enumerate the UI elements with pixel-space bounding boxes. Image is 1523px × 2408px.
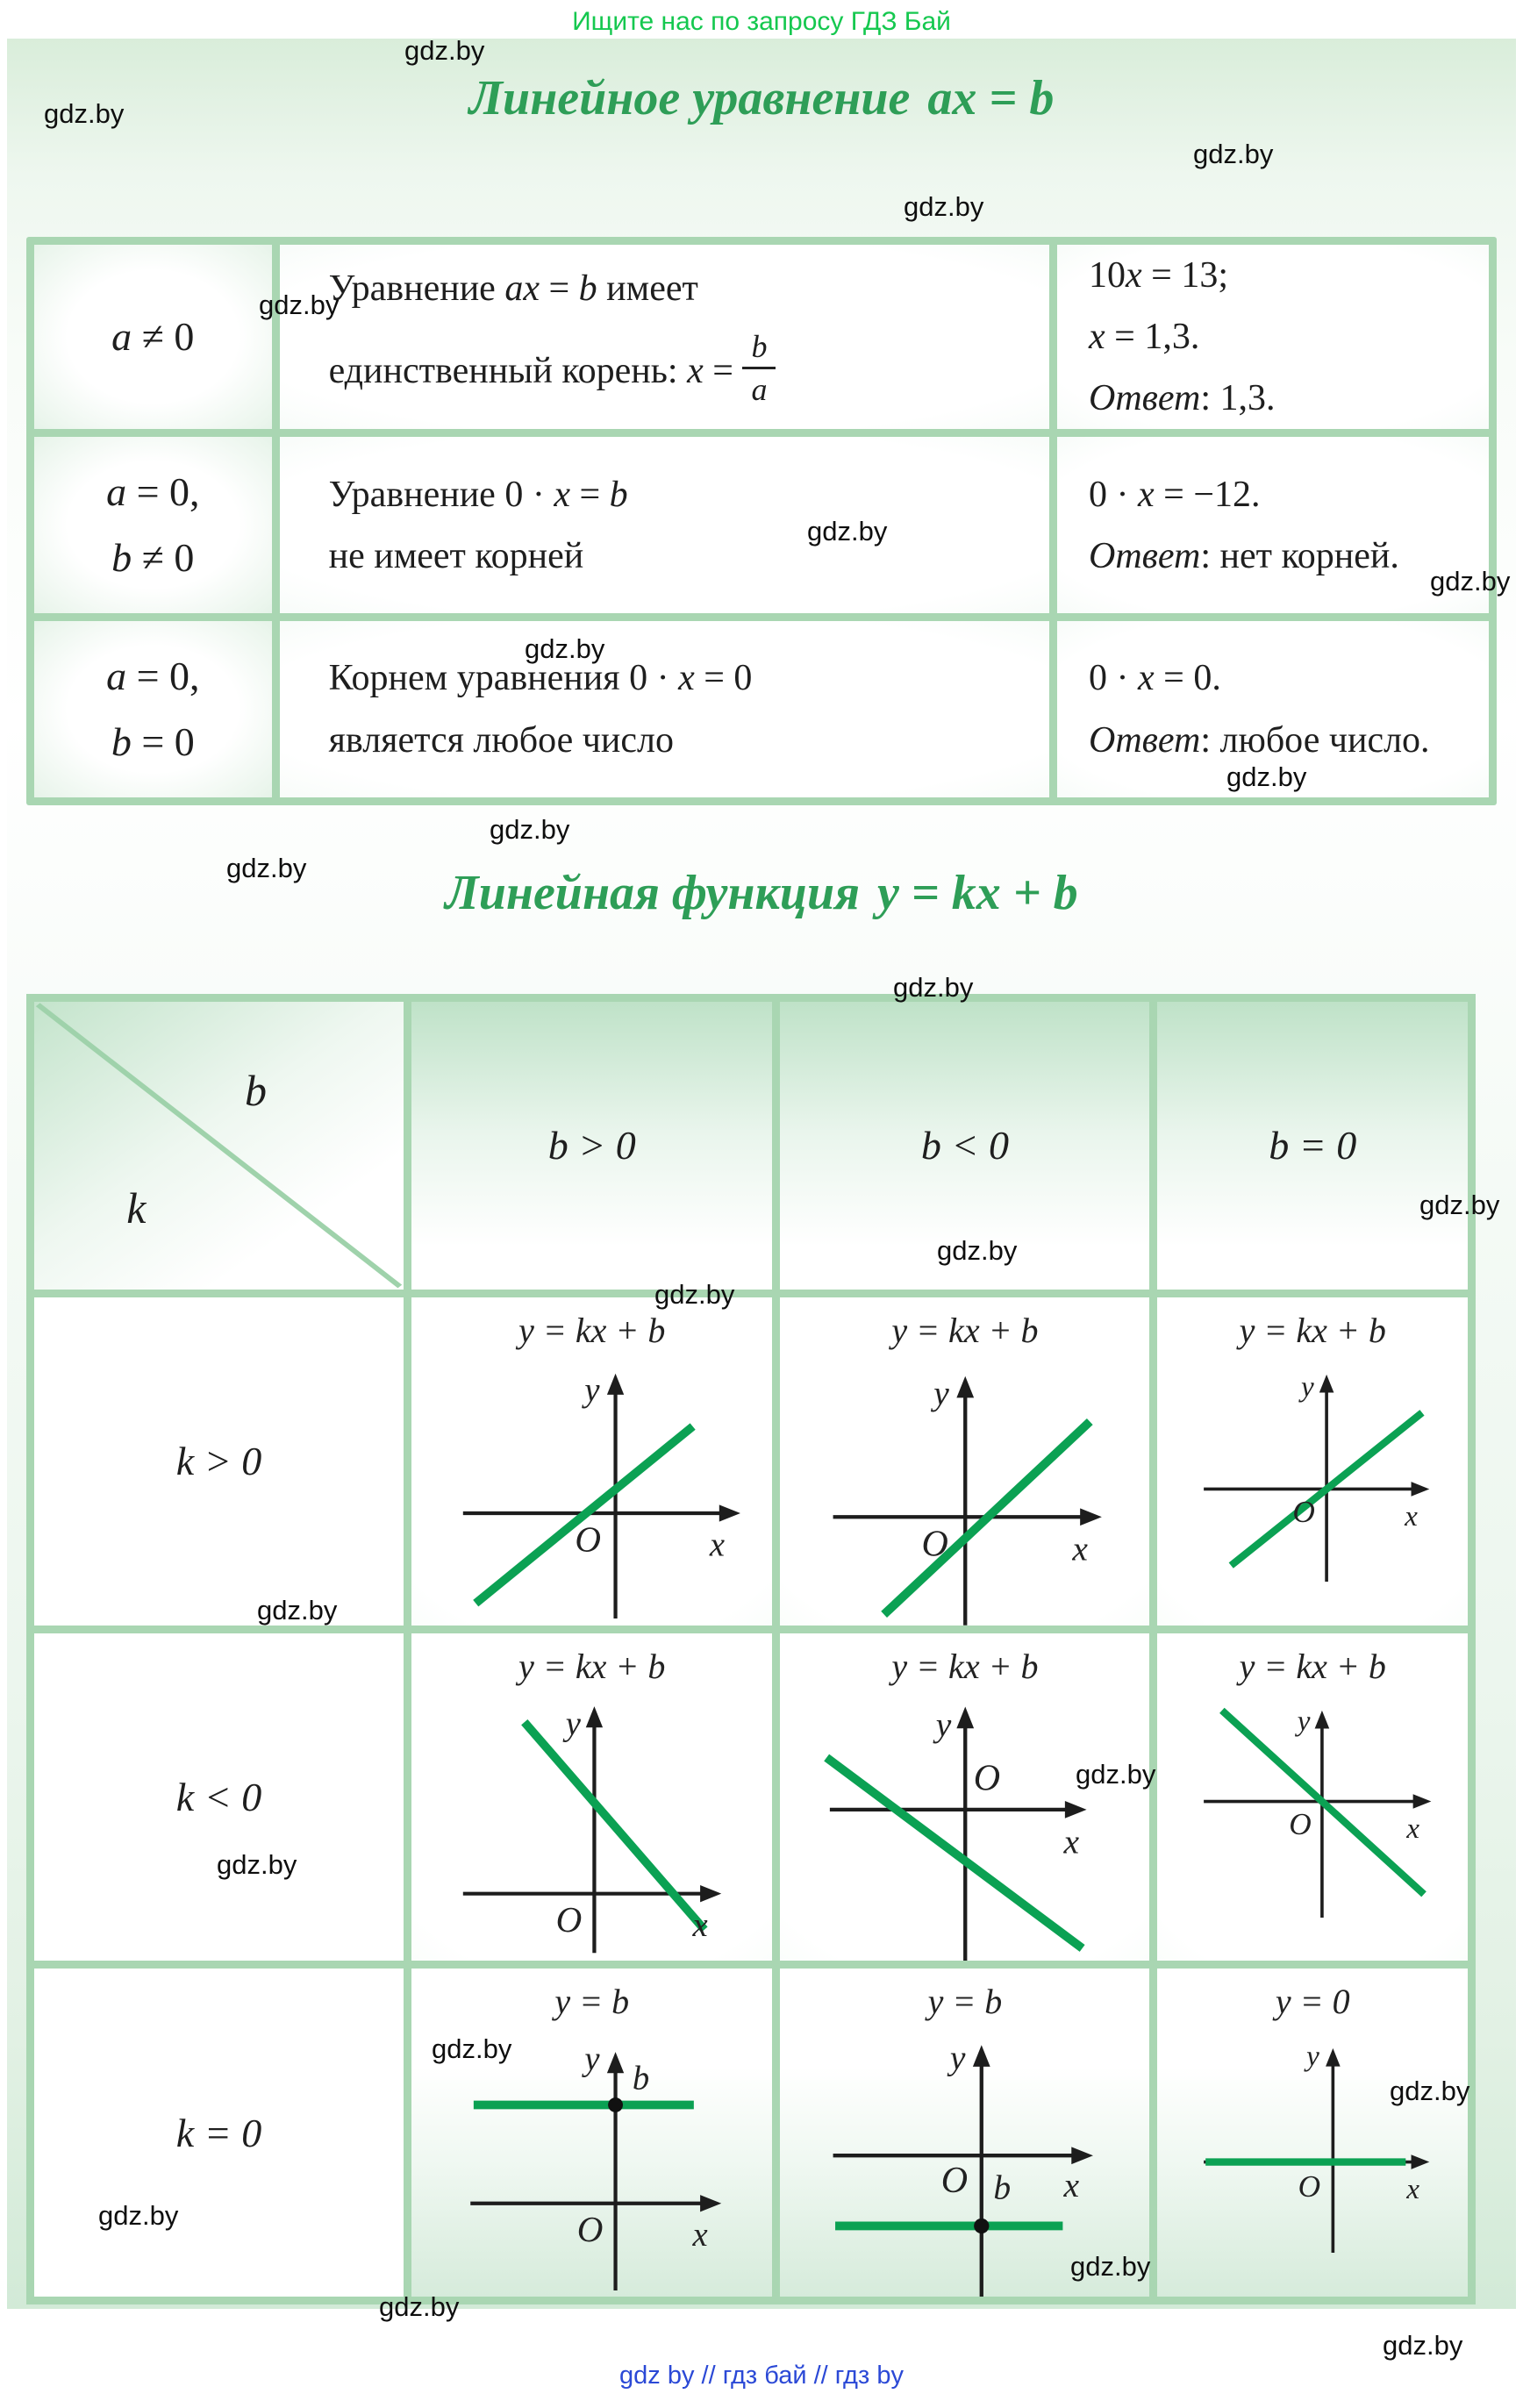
diagonal-line (38, 1004, 400, 1286)
x-axis-arrow (700, 2195, 721, 2212)
math-text: : 1,3. (1200, 378, 1276, 419)
graph-plot (1176, 1354, 1449, 1582)
footer-text: gdz by // гдз бай // гдз by (619, 2362, 904, 2390)
math-text: = −12. (1154, 474, 1261, 515)
math-text: b (609, 474, 628, 515)
row-label-3: k = 0 (34, 1969, 404, 2297)
math-text: = (539, 268, 579, 309)
graph-equation-label: y = kx + b (891, 1310, 1039, 1350)
graph-equation-label: y = kx + b (518, 1310, 666, 1350)
b-intercept-label: b (993, 2168, 1011, 2207)
book-page (7, 39, 1516, 2309)
row-label-2: k < 0 (34, 1633, 404, 1961)
y-axis-label: y (949, 2038, 966, 2077)
graph-plot (1176, 1690, 1449, 1918)
equation-title-math: ax = b (927, 71, 1055, 125)
math-text: a (111, 313, 132, 359)
eq-line (1089, 475, 1489, 514)
math-text: x (678, 658, 695, 699)
eq-line (328, 328, 1049, 407)
eq-line (329, 721, 1049, 760)
x-axis-arrow (1411, 1482, 1429, 1497)
watermark: gdz.by (217, 1849, 297, 1880)
graph-cell-r2c2 (780, 1633, 1149, 1961)
math-text: Ответ (1089, 378, 1201, 419)
graph-cell-r1c2 (780, 1297, 1149, 1626)
watermark: gdz.by (1070, 2251, 1151, 2282)
math-text: x (1089, 317, 1105, 358)
math-text: x (687, 350, 704, 391)
intercept-dot (608, 2097, 623, 2112)
y-axis-arrow (956, 1706, 974, 1728)
graph-cell-r3c1 (411, 1969, 772, 2297)
math-text: Уравнение (328, 268, 505, 309)
graph-plot (803, 1354, 1128, 1626)
equation-title (7, 70, 1516, 126)
graph-cell-r1c1 (411, 1297, 772, 1626)
y-axis-label: y (933, 1373, 949, 1412)
math-text: x (1126, 255, 1142, 296)
eq-line (329, 659, 1049, 697)
graph-line (524, 1722, 704, 1930)
eq-line (1089, 379, 1489, 418)
eq-line (106, 471, 199, 513)
origin-label: O (921, 1524, 948, 1565)
y-axis-label: y (584, 2040, 600, 2078)
y-axis-arrow (585, 1706, 602, 1727)
y-axis-label: y (1297, 1704, 1311, 1738)
math-text: 10 (1089, 255, 1126, 296)
eq-line (1089, 659, 1489, 697)
math-text: a (106, 654, 127, 699)
math-text: ≠ 0 (132, 313, 195, 359)
graph-cell-r2c3 (1157, 1633, 1468, 1961)
equation-title-text: Линейное уравнение (468, 71, 911, 125)
watermark: gdz.by (404, 35, 485, 66)
watermark: gdz.by (1226, 761, 1307, 792)
x-axis-arrow (1411, 2154, 1429, 2169)
graph-line (826, 1757, 1082, 1947)
corner-diagonal (34, 1002, 404, 1290)
graph-cell-r3c2 (780, 1969, 1149, 2297)
watermark: gdz.by (379, 2291, 460, 2322)
eq-line (1089, 721, 1489, 760)
fn-corner-cell (34, 1002, 404, 1290)
math-text: Ответ (1089, 535, 1201, 576)
x-axis-arrow (1080, 1508, 1102, 1526)
math-text: = 0, (126, 654, 200, 699)
math-text: Корнем уравнения 0 · (328, 658, 679, 699)
corner-k-label: k (126, 1183, 147, 1233)
graph-equation-label: y = kx + b (891, 1646, 1039, 1686)
math-text: = 0, (126, 469, 200, 515)
graph-plot (803, 1690, 1128, 1961)
math-text: : любое число. (1200, 719, 1430, 761)
b-intercept-label: b (632, 2060, 649, 2097)
origin-label: O (576, 2209, 604, 2250)
x-axis-label: x (1063, 2166, 1079, 2205)
graph-cell-r3c3 (1157, 1969, 1468, 2297)
graph-plot (433, 2026, 751, 2290)
math-text: имеет (597, 268, 698, 309)
x-axis-label: x (692, 1906, 708, 1944)
math-text: b (111, 718, 132, 764)
math-text: 0 · (1089, 474, 1138, 515)
x-axis-arrow (700, 1885, 721, 1902)
graph-cell-r2c1 (411, 1633, 772, 1961)
row-label-1: k > 0 (34, 1297, 404, 1626)
eq-line (111, 718, 195, 764)
eq-cell-description-row2 (280, 437, 1049, 613)
eq-line (1089, 537, 1489, 575)
eq-cell-condition-row1 (34, 245, 272, 429)
eq-line (329, 269, 1049, 308)
watermark: gdz.by (1419, 1190, 1500, 1220)
column-header-2: b < 0 (780, 1002, 1149, 1290)
math-text: Ответ (1089, 719, 1201, 761)
math-text: Уравнение 0 · (328, 474, 554, 515)
eq-cell-example-row1 (1057, 245, 1489, 429)
function-title-text: Линейная функция (445, 866, 860, 920)
x-axis-label: x (1063, 1821, 1079, 1861)
origin-label: O (973, 1758, 1000, 1799)
x-axis-arrow (1071, 2147, 1093, 2165)
graph-plot (1176, 2026, 1449, 2253)
x-axis-label: x (1072, 1529, 1088, 1568)
math-text: = (569, 474, 610, 515)
x-axis-label: x (1404, 1499, 1418, 1533)
math-text: ax (504, 268, 540, 309)
eq-line (329, 537, 1049, 575)
graph-equation-label: y = kx + b (1239, 1310, 1386, 1350)
y-axis-label: y (1300, 1370, 1314, 1404)
x-axis-arrow (1412, 1794, 1431, 1809)
y-axis-label: y (1305, 2040, 1319, 2073)
intercept-dot (974, 2219, 989, 2233)
equation-table (26, 237, 1497, 805)
graph-equation-label: y = kx + b (518, 1646, 666, 1686)
eq-line (329, 475, 1049, 514)
math-text: является любое число (328, 719, 674, 761)
math-text: x (1138, 474, 1155, 515)
origin-label: O (1292, 1494, 1315, 1529)
top-banner-text: Ищите нас по запросу ГДЗ Бай (572, 7, 951, 36)
watermark: gdz.by (257, 1595, 338, 1626)
fraction-denominator: a (751, 371, 768, 407)
math-text: b (578, 268, 597, 309)
graph-cell-r1c3 (1157, 1297, 1468, 1626)
math-text: a (106, 469, 127, 515)
y-axis-arrow (1314, 1710, 1329, 1728)
math-text: не имеет корней (328, 535, 584, 576)
math-text: x (1138, 658, 1155, 699)
watermark: gdz.by (1390, 2076, 1470, 2106)
watermark: gdz.by (1076, 1759, 1156, 1790)
watermark: gdz.by (893, 972, 974, 1003)
y-axis-arrow (1326, 2048, 1341, 2067)
watermark: gdz.by (226, 853, 307, 883)
math-text: 0 · (1089, 658, 1138, 699)
math-text: = 0 (131, 718, 195, 764)
function-title-math: y = kx + b (877, 866, 1078, 920)
watermark: gdz.by (259, 289, 340, 320)
math-text: x (554, 474, 570, 515)
graph-equation-label: y = kx + b (1239, 1646, 1386, 1686)
eq-cell-condition-row2 (34, 437, 272, 613)
graph-equation-label: y = 0 (1275, 1982, 1350, 2022)
eq-line (111, 534, 195, 580)
eq-cell-description-row3 (280, 621, 1049, 797)
column-header-1: b > 0 (411, 1002, 772, 1290)
math-text: b (111, 534, 132, 580)
origin-label: O (1298, 2169, 1320, 2204)
graph-plot (433, 1690, 751, 1955)
math-text: единственный корень: (328, 350, 688, 391)
corner-b-label: b (244, 1066, 267, 1116)
graph-equation-label: y = b (927, 1982, 1003, 2022)
y-axis-label: y (565, 1705, 581, 1743)
eq-cell-description-row1 (280, 245, 1049, 429)
watermark: gdz.by (937, 1235, 1018, 1266)
x-axis-label: x (709, 1526, 725, 1564)
math-text: = 0 (694, 658, 753, 699)
y-axis-arrow (973, 2045, 990, 2067)
x-axis-arrow (1065, 1800, 1087, 1818)
origin-label: O (555, 1898, 582, 1940)
math-text: = 1,3. (1105, 317, 1200, 358)
watermark: gdz.by (904, 191, 984, 222)
column-header-3: b = 0 (1157, 1002, 1468, 1290)
origin-label: O (940, 2161, 968, 2202)
eq-line (106, 655, 199, 697)
fraction-numerator: b (742, 331, 776, 369)
eq-line (111, 313, 195, 359)
eq-line (1089, 256, 1489, 295)
watermark: gdz.by (98, 2200, 179, 2231)
watermark: gdz.by (432, 2033, 512, 2064)
y-axis-arrow (1319, 1375, 1334, 1393)
watermark: gdz.by (490, 814, 570, 845)
graph-plot (433, 1354, 751, 1619)
watermark: gdz.by (807, 516, 888, 547)
x-axis-arrow (719, 1504, 740, 1521)
math-text: ≠ 0 (132, 534, 195, 580)
y-axis-arrow (956, 1375, 974, 1397)
y-axis-arrow (607, 1373, 624, 1394)
origin-label: O (1288, 1806, 1312, 1841)
watermark: gdz.by (654, 1279, 735, 1310)
origin-label: O (575, 1518, 601, 1560)
eq-line (1089, 318, 1489, 356)
y-axis-label: y (584, 1371, 600, 1409)
graph-equation-label: y = b (554, 1982, 630, 2022)
math-text: = 0. (1154, 658, 1221, 699)
math-text: : нет корней. (1200, 535, 1399, 576)
x-axis-label: x (1405, 2173, 1419, 2206)
math-text: = (703, 350, 743, 391)
fraction (742, 328, 776, 407)
watermark: gdz.by (1430, 566, 1511, 597)
eq-cell-condition-row3 (34, 621, 272, 797)
y-axis-label: y (935, 1704, 952, 1744)
y-axis-arrow (607, 2052, 624, 2073)
watermark: gdz.by (1383, 2330, 1463, 2361)
x-axis-label: x (692, 2217, 708, 2254)
watermark: gdz.by (1193, 139, 1274, 169)
math-text: = 13; (1141, 255, 1229, 296)
x-axis-label: x (1405, 1811, 1419, 1845)
eq-cell-example-row2 (1057, 437, 1489, 613)
function-table (26, 994, 1476, 2304)
watermark: gdz.by (525, 633, 605, 664)
watermark: gdz.by (44, 98, 125, 129)
